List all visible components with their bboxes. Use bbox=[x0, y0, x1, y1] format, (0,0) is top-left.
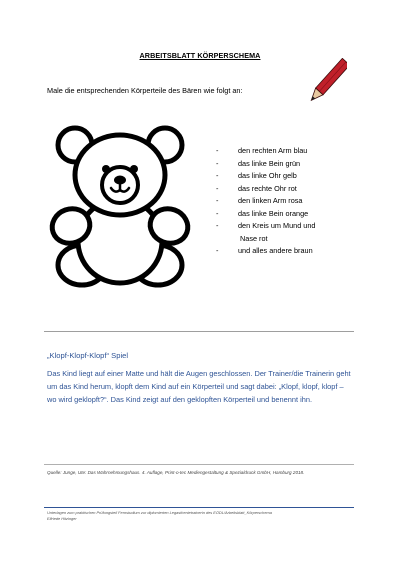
list-item: - den Kreis um Mund und bbox=[216, 221, 316, 230]
instruction-text: Male die entsprechenden Körperteile des Bären wie folgt an: bbox=[47, 86, 243, 95]
list-item: Nase rot bbox=[240, 233, 268, 243]
list-item: - den rechten Arm blau bbox=[216, 146, 308, 155]
list-item: - das linke Bein orange bbox=[216, 208, 309, 218]
coloring-instructions-list bbox=[213, 145, 315, 258]
game-title: „Klopf-Klopf-Klopf“ Spiel bbox=[47, 351, 129, 360]
list-item: - das rechte Ohr rot bbox=[216, 183, 297, 193]
list-item: - das linke Ohr gelb bbox=[216, 171, 297, 180]
footer-divider bbox=[44, 507, 354, 508]
footer-line-1: Unterlagen zum praktischen Prüfungsteil Fernstudium zur diplomierten Legasthenietrainerin des EÖDL/Arbeitsblatt_Körperschema bbox=[47, 510, 272, 515]
section-divider bbox=[44, 331, 354, 332]
list-item: - das linke Bein grün bbox=[216, 158, 301, 168]
source-citation: Quelle: Junge, Ute: Das Wahrnehmungshaus. 4. Auflage, Print-o-tec Mediengestaltung & Spezialdruck GmbH, Hamburg 2018. bbox=[47, 470, 305, 475]
teddy-bear-illustration bbox=[45, 123, 195, 289]
worksheet-title: ARBEITSBLATT KÖRPERSCHEMA bbox=[139, 51, 261, 60]
game-description: Das Kind liegt auf einer Matte und hält die Augen geschlossen. Der Trainer/die Trainerin geht um das Kind herum, klopft dem Kind auf ein Körperteil und sagt dabei: „Klopf, klopf, klopf – wo wird geklopft?“. Das Kind zeigt auf den geklopften Körperteil und benennt ihn. bbox=[47, 369, 351, 405]
footer-line-2: Elfriede Hitzinger bbox=[47, 516, 77, 521]
list-item: - und alles andere braun bbox=[216, 246, 313, 255]
source-divider bbox=[44, 464, 354, 465]
list-item: - den linken Arm rosa bbox=[216, 196, 303, 205]
page-footer bbox=[47, 510, 357, 522]
pencil-icon bbox=[305, 58, 347, 110]
